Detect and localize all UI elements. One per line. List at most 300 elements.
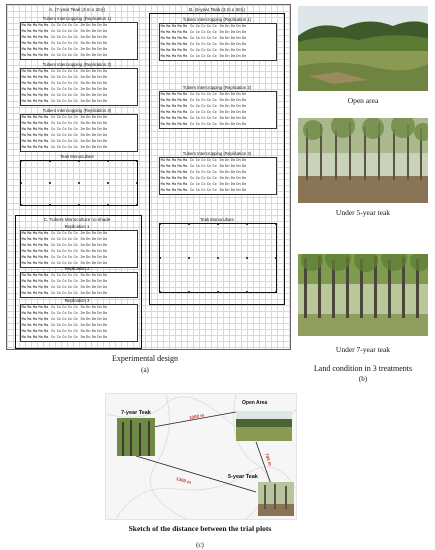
crop-code: Dn	[80, 280, 85, 284]
crop-code: Cc	[56, 146, 62, 150]
teak-tree-marker	[217, 291, 219, 293]
sketch-7yr-label: 7-year Teak	[121, 410, 151, 416]
crop-code: Cc	[206, 171, 212, 175]
crop-code: Ma	[171, 165, 177, 169]
crop-code: Cc	[212, 99, 217, 103]
crop-code: Dn	[241, 117, 247, 121]
crop-code: Dn	[102, 280, 108, 284]
crop-code: Cc	[56, 324, 62, 328]
crop-code: Cc	[51, 128, 56, 132]
crop-code: Ma	[38, 232, 43, 236]
crop-code: Dn	[80, 336, 85, 340]
crop-code: Dn	[236, 55, 241, 59]
b-rep1-title: Tubers Intercropping (Replication 1)	[182, 17, 252, 22]
teak-tree-marker	[78, 160, 80, 162]
crop-code: Dn	[102, 76, 108, 80]
crop-code: Cc	[62, 54, 67, 58]
crop-code: Ma	[21, 280, 26, 284]
crop-code: Dn	[86, 70, 91, 74]
crop-code: Ma	[44, 232, 49, 236]
sketch-5yr-label: 5-year Teak	[228, 474, 258, 480]
crop-code: Ma	[21, 286, 26, 290]
crop-code: Ma	[177, 183, 182, 187]
teak-tree-marker	[49, 204, 51, 206]
crop-code: Cc	[62, 36, 67, 40]
crop-code: Cc	[73, 262, 78, 266]
crop-code: Cc	[206, 25, 212, 29]
crop-code: Ma	[183, 93, 188, 97]
crop-code: Cc	[51, 48, 56, 52]
crop-code: Dn	[86, 330, 91, 334]
crop-code: Ma	[27, 128, 32, 132]
crop-code: Cc	[212, 37, 217, 41]
crop-code: Cc	[206, 189, 212, 193]
crop-code: Dn	[86, 134, 91, 138]
crop-code: Dn	[241, 93, 247, 97]
crop-code: Ma	[21, 324, 26, 328]
crop-code: Cc	[51, 24, 56, 28]
crop-code: Cc	[62, 250, 67, 254]
crop-code: Dn	[102, 250, 108, 254]
crop-code: Dn	[80, 70, 85, 74]
crop-code: Dn	[241, 25, 247, 29]
crop-code: Dn	[241, 123, 247, 127]
crop-code: Cc	[73, 312, 78, 316]
crop-code: Dn	[86, 324, 91, 328]
b-rep2-grid	[159, 91, 277, 129]
crop-code: Ma	[171, 37, 177, 41]
teak-tree-marker	[107, 182, 109, 184]
crop-code: Cc	[62, 330, 67, 334]
crop-code: Cc	[67, 48, 73, 52]
crop-code: Ma	[160, 171, 165, 175]
crop-code: Dn	[241, 99, 247, 103]
crop-code: Dn	[97, 48, 102, 52]
crop-code: Dn	[225, 55, 230, 59]
crop-code: Dn	[86, 306, 91, 310]
crop-code: Ma	[166, 111, 171, 115]
crop-code: Ma	[44, 286, 49, 290]
crop-code: Cc	[62, 128, 67, 132]
crop-code: Cc	[190, 49, 195, 53]
crop-code: Ma	[38, 146, 43, 150]
teak-tree-marker	[49, 182, 51, 184]
crop-code: Cc	[67, 122, 73, 126]
crop-code: Ma	[166, 99, 171, 103]
crop-code: Cc	[51, 36, 56, 40]
crop-code: Cc	[62, 244, 67, 248]
crop-code: Ma	[27, 42, 32, 46]
crop-code: Ma	[32, 312, 38, 316]
crop-code: Cc	[67, 88, 73, 92]
crop-code: Ma	[171, 31, 177, 35]
crop-code: Ma	[27, 146, 32, 150]
crop-code: Cc	[67, 82, 73, 86]
crop-code: Dn	[241, 105, 247, 109]
crop-code: Cc	[206, 117, 212, 121]
crop-code: Dn	[91, 100, 97, 104]
crop-code: Cc	[56, 330, 62, 334]
teak-tree-marker	[275, 291, 277, 293]
crop-code: Dn	[241, 31, 247, 35]
crop-code: Cc	[67, 54, 73, 58]
crop-code: Ma	[177, 31, 182, 35]
crop-code: Ma	[166, 183, 171, 187]
crop-code: Dn	[225, 31, 230, 35]
crop-code: Cc	[56, 116, 62, 120]
c-rep1-grid	[20, 230, 138, 268]
crop-code: Ma	[27, 324, 32, 328]
sketch-label: (c)	[196, 541, 204, 549]
crop-code: Ma	[177, 111, 182, 115]
crop-code: Dn	[102, 324, 108, 328]
crop-code: Dn	[97, 54, 102, 58]
crop-code: Dn	[97, 122, 102, 126]
crop-code: Cc	[195, 31, 201, 35]
crop-code: Ma	[27, 330, 32, 334]
crop-code: Ma	[21, 42, 26, 46]
crop-code: Dn	[102, 100, 108, 104]
teak-tree-marker	[188, 291, 190, 293]
crop-code: Ma	[27, 244, 32, 248]
crop-code: Dn	[102, 232, 108, 236]
crop-code: Cc	[56, 70, 62, 74]
crop-code: Dn	[230, 55, 236, 59]
dist-7-5: 1300 m	[175, 475, 192, 486]
crop-code: Dn	[241, 49, 247, 53]
crop-code: Dn	[97, 324, 102, 328]
crop-code: Ma	[32, 36, 38, 40]
crop-code: Ma	[166, 117, 171, 121]
crop-code: Ma	[166, 165, 171, 169]
crop-code: Dn	[97, 100, 102, 104]
crop-code: Dn	[86, 140, 91, 144]
crop-code: Dn	[91, 116, 97, 120]
crop-code: Cc	[62, 262, 67, 266]
crop-code: Ma	[183, 55, 188, 59]
crop-code: Cc	[51, 250, 56, 254]
crop-code: Dn	[102, 122, 108, 126]
crop-code: Ma	[32, 128, 38, 132]
crop-code: Ma	[21, 122, 26, 126]
crop-code: Ma	[32, 88, 38, 92]
crop-code: Ma	[27, 140, 32, 144]
crop-code: Dn	[225, 171, 230, 175]
crop-code: Dn	[91, 76, 97, 80]
crop-code: Dn	[219, 99, 224, 103]
crop-code: Cc	[201, 49, 206, 53]
crop-code: Ma	[21, 336, 26, 340]
crop-code: Ma	[21, 140, 26, 144]
crop-code: Cc	[56, 100, 62, 104]
crop-code: Ma	[21, 24, 26, 28]
crop-code: Cc	[212, 93, 217, 97]
crop-code: Ma	[27, 36, 32, 40]
crop-code: Cc	[62, 140, 67, 144]
grid-row	[160, 188, 276, 194]
crop-code: Dn	[91, 48, 97, 52]
crop-code: Dn	[219, 183, 224, 187]
crop-code: Dn	[86, 250, 91, 254]
crop-code: Ma	[171, 111, 177, 115]
crop-code: Ma	[21, 292, 26, 296]
crop-code: Cc	[56, 76, 62, 80]
crop-code: Dn	[102, 128, 108, 132]
crop-code: Cc	[195, 105, 201, 109]
teak-tree-marker	[159, 257, 161, 259]
crop-code: Cc	[73, 76, 78, 80]
crop-code: Dn	[91, 128, 97, 132]
crop-code: Cc	[190, 165, 195, 169]
crop-code: Cc	[212, 31, 217, 35]
crop-code: Dn	[102, 292, 108, 296]
crop-code: Cc	[195, 189, 201, 193]
crop-code: Ma	[171, 117, 177, 121]
crop-code: Cc	[73, 318, 78, 322]
c-rep3-title: Replication 3	[64, 298, 90, 303]
crop-code: Dn	[97, 24, 102, 28]
crop-code: Ma	[38, 54, 43, 58]
crop-code: Ma	[27, 280, 32, 284]
crop-code: Cc	[51, 146, 56, 150]
crop-code: Cc	[56, 82, 62, 86]
crop-code: Ma	[21, 232, 26, 236]
crop-code: Ma	[44, 70, 49, 74]
crop-code: Dn	[80, 76, 85, 80]
crop-code: Dn	[225, 117, 230, 121]
crop-code: Dn	[219, 111, 224, 115]
crop-code: Ma	[27, 24, 32, 28]
crop-code: Ma	[44, 76, 49, 80]
crop-code: Ma	[27, 312, 32, 316]
grid-row	[21, 145, 137, 151]
crop-code: Cc	[62, 134, 67, 138]
crop-code: Cc	[56, 256, 62, 260]
crop-code: Ma	[44, 330, 49, 334]
crop-code: Dn	[86, 82, 91, 86]
crop-code: Ma	[183, 183, 188, 187]
crop-code: Dn	[102, 88, 108, 92]
crop-code: Cc	[212, 123, 217, 127]
crop-code: Dn	[102, 24, 108, 28]
crop-code: Ma	[32, 54, 38, 58]
a-rep1-title: Tubers Intercropping (Replication 1)	[42, 16, 112, 21]
crop-code: Dn	[225, 43, 230, 47]
crop-code: Ma	[44, 336, 49, 340]
crop-code: Cc	[56, 42, 62, 46]
crop-code: Dn	[86, 274, 91, 278]
crop-code: Cc	[201, 165, 206, 169]
crop-code: Cc	[73, 324, 78, 328]
crop-code: Ma	[44, 82, 49, 86]
crop-code: Ma	[32, 232, 38, 236]
crop-code: Dn	[91, 88, 97, 92]
crop-code: Ma	[44, 48, 49, 52]
crop-code: Cc	[195, 49, 201, 53]
crop-code: Cc	[195, 159, 201, 163]
crop-code: Cc	[56, 128, 62, 132]
crop-code: Dn	[219, 159, 224, 163]
crop-code: Cc	[62, 286, 67, 290]
crop-code: Ma	[32, 116, 38, 120]
crop-code: Dn	[91, 336, 97, 340]
seven-year-teak-caption: Under 7-year teak	[335, 345, 391, 354]
crop-code: Ma	[21, 318, 26, 322]
crop-code: Ma	[166, 25, 171, 29]
crop-code: Ma	[38, 312, 43, 316]
crop-code: Ma	[160, 183, 165, 187]
crop-code: Ma	[21, 306, 26, 310]
crop-code: Cc	[51, 324, 56, 328]
crop-code: Ma	[27, 30, 32, 34]
crop-code: Cc	[201, 189, 206, 193]
crop-code: Cc	[195, 165, 201, 169]
crop-code: Cc	[73, 238, 78, 242]
crop-code: Cc	[51, 76, 56, 80]
crop-code: Dn	[102, 146, 108, 150]
teak-tree-marker	[20, 160, 22, 162]
crop-code: Ma	[44, 274, 49, 278]
crop-code: Ma	[171, 93, 177, 97]
crop-code: Cc	[67, 140, 73, 144]
crop-code: Dn	[80, 140, 85, 144]
a-rep1-grid	[20, 22, 138, 60]
crop-code: Ma	[44, 100, 49, 104]
crop-code: Dn	[97, 244, 102, 248]
crop-code: Ma	[183, 171, 188, 175]
crop-code: Dn	[225, 159, 230, 163]
crop-code: Dn	[97, 286, 102, 290]
crop-code: Cc	[62, 116, 67, 120]
crop-code: Cc	[67, 232, 73, 236]
crop-code: Dn	[241, 183, 247, 187]
crop-code: Dn	[236, 177, 241, 181]
crop-code: Dn	[80, 116, 85, 120]
crop-code: Ma	[21, 76, 26, 80]
crop-code: Cc	[56, 262, 62, 266]
crop-code: Dn	[97, 94, 102, 98]
crop-code: Ma	[44, 238, 49, 242]
crop-code: Ma	[44, 146, 49, 150]
crop-code: Dn	[86, 256, 91, 260]
crop-code: Cc	[195, 43, 201, 47]
crop-code: Cc	[201, 117, 206, 121]
crop-code: Dn	[219, 117, 224, 121]
teak-tree-marker	[159, 223, 161, 225]
crop-code: Ma	[160, 25, 165, 29]
crop-code: Ma	[27, 70, 32, 74]
crop-code: Cc	[73, 244, 78, 248]
crop-code: Dn	[91, 30, 97, 34]
crop-code: Cc	[212, 177, 217, 181]
crop-code: Ma	[38, 100, 43, 104]
crop-code: Cc	[56, 244, 62, 248]
crop-code: Cc	[206, 37, 212, 41]
crop-code: Dn	[97, 146, 102, 150]
crop-code: Cc	[190, 123, 195, 127]
crop-code: Dn	[97, 250, 102, 254]
crop-code: Cc	[62, 238, 67, 242]
crop-code: Ma	[44, 128, 49, 132]
crop-code: Ma	[27, 250, 32, 254]
crop-code: Cc	[62, 256, 67, 260]
crop-code: Ma	[38, 24, 43, 28]
crop-code: Ma	[32, 100, 38, 104]
crop-code: Ma	[44, 318, 49, 322]
crop-code: Dn	[236, 25, 241, 29]
land-label: (b)	[358, 375, 368, 383]
crop-code: Cc	[73, 256, 78, 260]
crop-code: Ma	[21, 36, 26, 40]
crop-code: Cc	[201, 25, 206, 29]
crop-code: Dn	[86, 318, 91, 322]
crop-code: Dn	[102, 54, 108, 58]
crop-code: Dn	[91, 70, 97, 74]
crop-code: Dn	[91, 238, 97, 242]
crop-code: Cc	[73, 306, 78, 310]
crop-code: Dn	[230, 99, 236, 103]
crop-code: Cc	[190, 111, 195, 115]
crop-code: Ma	[160, 37, 165, 41]
crop-code: Cc	[51, 318, 56, 322]
crop-code: Ma	[32, 42, 38, 46]
crop-code: Dn	[102, 256, 108, 260]
crop-code: Ma	[160, 49, 165, 53]
crop-code: Dn	[91, 262, 97, 266]
a-rep2-title: Tubers Intercropping (Replication 2)	[42, 62, 112, 67]
crop-code: Ma	[44, 116, 49, 120]
crop-code: Dn	[230, 93, 236, 97]
crop-code: Cc	[195, 99, 201, 103]
crop-code: Cc	[212, 189, 217, 193]
crop-code: Cc	[51, 274, 56, 278]
crop-code: Cc	[206, 99, 212, 103]
crop-code: Dn	[97, 134, 102, 138]
crop-code: Cc	[73, 54, 78, 58]
crop-code: Dn	[225, 165, 230, 169]
crop-code: Ma	[21, 82, 26, 86]
crop-code: Ma	[160, 117, 165, 121]
crop-code: Ma	[27, 76, 32, 80]
crop-code: Dn	[86, 122, 91, 126]
crop-code: Dn	[91, 42, 97, 46]
crop-code: Dn	[225, 37, 230, 41]
crop-code: Cc	[67, 100, 73, 104]
crop-code: Dn	[97, 292, 102, 296]
crop-code: Cc	[67, 30, 73, 34]
crop-code: Dn	[80, 262, 85, 266]
crop-code: Dn	[97, 88, 102, 92]
crop-code: Dn	[219, 43, 224, 47]
crop-code: Cc	[73, 116, 78, 120]
crop-code: Dn	[80, 30, 85, 34]
crop-code: Ma	[166, 177, 171, 181]
crop-code: Ma	[44, 306, 49, 310]
crop-code: Cc	[62, 280, 67, 284]
crop-code: Dn	[91, 292, 97, 296]
crop-code: Dn	[219, 25, 224, 29]
crop-code: Ma	[32, 244, 38, 248]
crop-code: Cc	[201, 111, 206, 115]
crop-code: Dn	[102, 336, 108, 340]
grid-row	[21, 53, 137, 59]
crop-code: Ma	[160, 177, 165, 181]
crop-code: Ma	[21, 30, 26, 34]
crop-code: Cc	[56, 312, 62, 316]
crop-code: Ma	[44, 256, 49, 260]
section-c-title: C. Tubers Monoculture no shade	[43, 217, 111, 222]
crop-code: Dn	[102, 244, 108, 248]
